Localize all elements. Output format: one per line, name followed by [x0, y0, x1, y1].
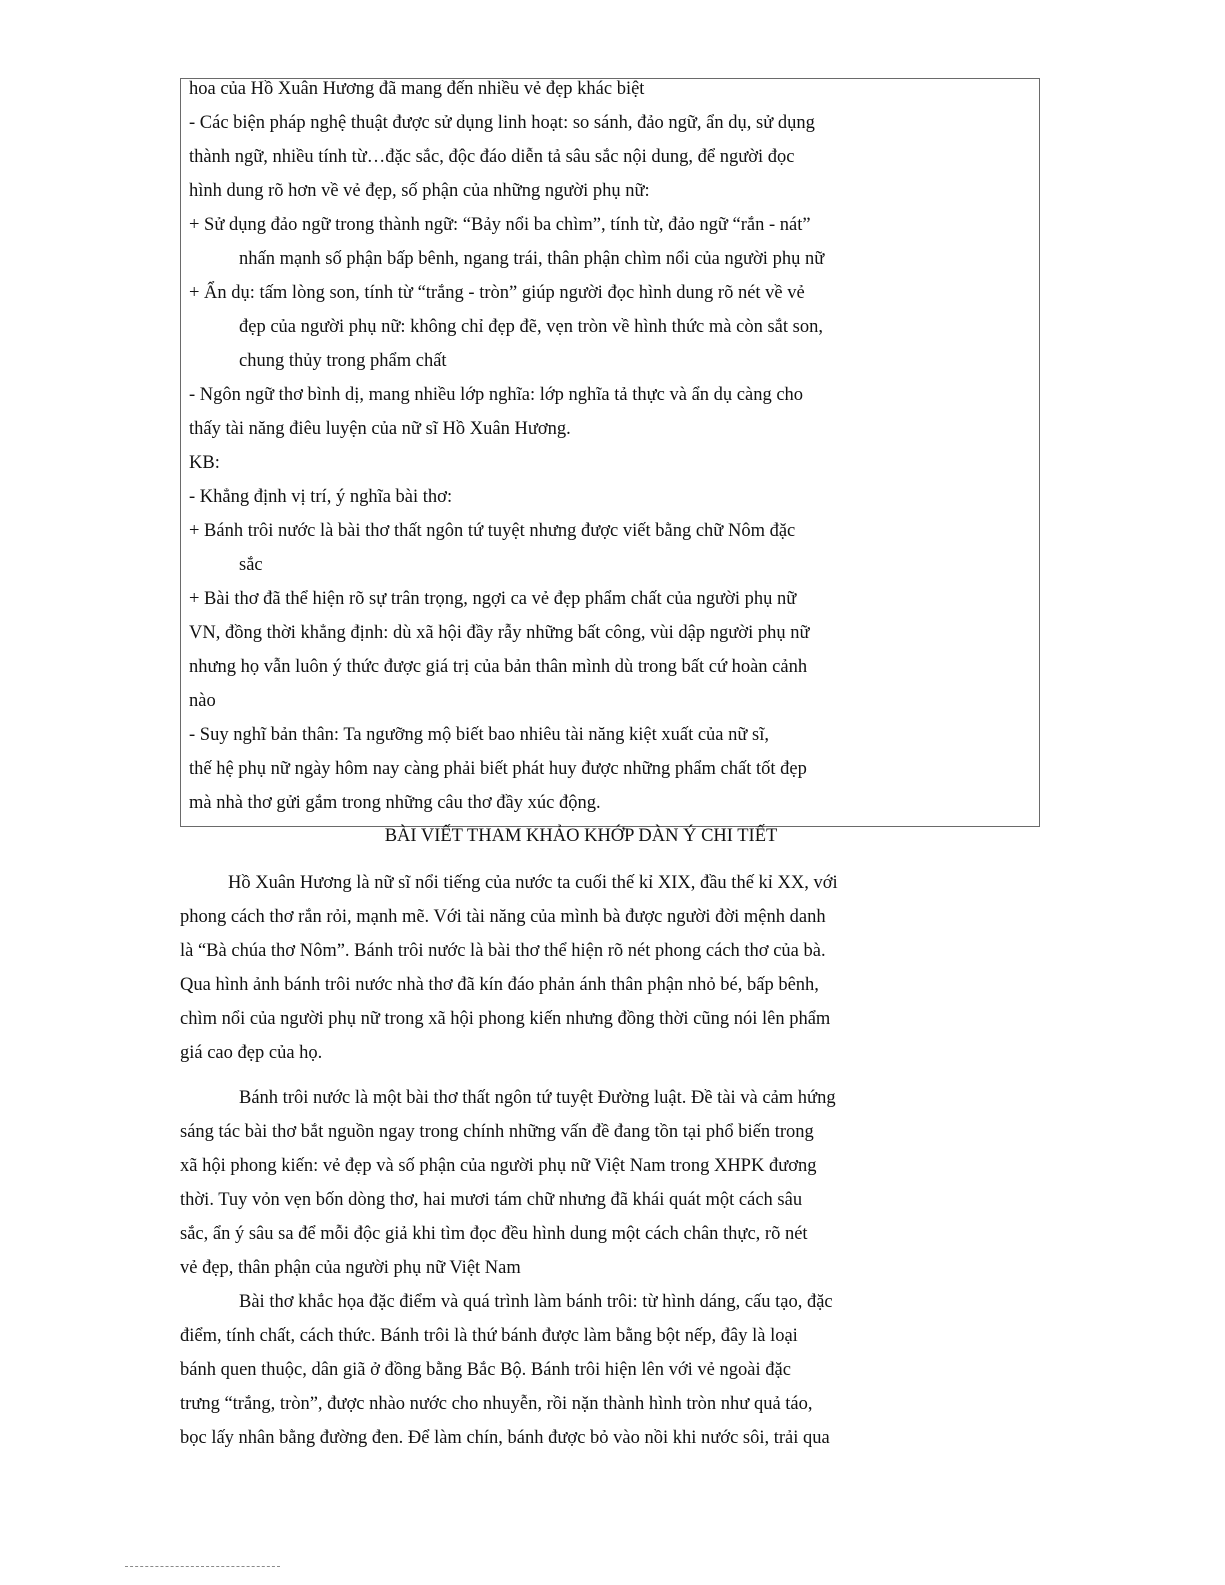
- outline-line: mà nhà thơ gửi gắm trong những câu thơ đầy xúc động.: [189, 793, 601, 813]
- essay-line: Qua hình ảnh bánh trôi nước nhà thơ đã kín đáo phản ánh thân phận nhỏ bé, bấp bênh,: [180, 975, 819, 995]
- outline-line: - Suy nghĩ bản thân: Ta ngưỡng mộ biết bao nhiêu tài năng kiệt xuất của nữ sĩ,: [189, 725, 770, 745]
- essay-line: phong cách thơ rắn rỏi, mạnh mẽ. Với tài năng của mình bà được người đời mệnh danh: [180, 907, 826, 927]
- essay-line: thời. Tuy vỏn vẹn bốn dòng thơ, hai mươi tám chữ nhưng đã khái quát một cách sâu: [180, 1190, 803, 1210]
- outline-line: hoa của Hồ Xuân Hương đã mang đến nhiều vẻ đẹp khác biệt: [189, 79, 645, 99]
- essay-line: vẻ đẹp, thân phận của người phụ nữ Việt Nam: [180, 1258, 521, 1278]
- essay-line: bánh quen thuộc, dân giã ở đồng bằng Bắc Bộ. Bánh trôi hiện lên với vẻ ngoài đặc: [180, 1360, 791, 1380]
- essay-line: sắc, ẩn ý sâu sa để mỗi độc giả khi tìm đọc đều hình dung một cách chân thực, rõ nét: [180, 1224, 808, 1244]
- essay-paragraph: [180, 1081, 900, 1285]
- essay-body: [180, 866, 900, 1455]
- outline-line: + Bánh trôi nước là bài thơ thất ngôn tứ tuyệt nhưng được viết bằng chữ Nôm đặc: [189, 521, 796, 541]
- outline-line: + Bài thơ đã thể hiện rõ sự trân trọng, ngợi ca vẻ đẹp phẩm chất của người phụ nữ: [189, 589, 797, 609]
- footnote-separator: [125, 1566, 280, 1567]
- essay-line: giá cao đẹp của họ.: [180, 1043, 323, 1063]
- essay-line: Bánh trôi nước là một bài thơ thất ngôn tứ tuyệt Đường luật. Đề tài và cảm hứng: [239, 1088, 836, 1108]
- essay-line: Bài thơ khắc họa đặc điểm và quá trình làm bánh trôi: từ hình dáng, cấu tạo, đặc: [239, 1292, 833, 1312]
- outline-line: - Khẳng định vị trí, ý nghĩa bài thơ:: [189, 487, 453, 507]
- essay-paragraph: [180, 866, 900, 1070]
- essay-line: xã hội phong kiến: vẻ đẹp và số phận của người phụ nữ Việt Nam trong XHPK đương: [180, 1156, 817, 1176]
- outline-line: + Sử dụng đảo ngữ trong thành ngữ: “Bảy nổi ba chìm”, tính từ, đảo ngữ “rắn - nát”: [189, 215, 811, 235]
- outline-line: nhưng họ vẫn luôn ý thức được giá trị của bản thân mình dù trong bất cứ hoàn cảnh: [189, 657, 808, 677]
- outline-text: [189, 72, 1029, 820]
- outline-line: + Ẩn dụ: tấm lòng son, tính từ “trắng - tròn” giúp người đọc hình dung rõ nét về vẻ: [189, 283, 805, 303]
- essay-line: chìm nổi của người phụ nữ trong xã hội phong kiến nhưng đồng thời cũng nói lên phẩm: [180, 1009, 831, 1029]
- outline-line: chung thủy trong phẩm chất: [239, 351, 447, 371]
- essay-line: sáng tác bài thơ bắt nguồn ngay trong chính những vấn đề đang tồn tại phổ biến trong: [180, 1122, 814, 1142]
- outline-line: - Ngôn ngữ thơ bình dị, mang nhiều lớp nghĩa: lớp nghĩa tả thực và ẩn dụ càng cho: [189, 385, 804, 405]
- outline-line: thế hệ phụ nữ ngày hôm nay càng phải biết phát huy được những phẩm chất tốt đẹp: [189, 759, 807, 779]
- paragraph-gap: [180, 1070, 900, 1081]
- essay-line: trưng “trắng, tròn”, được nhào nước cho nhuyễn, rồi nặn thành hình tròn như quả táo,: [180, 1394, 813, 1414]
- essay-line: bọc lấy nhân bằng đường đen. Để làm chín, bánh được bỏ vào nồi khi nước sôi, trải qua: [180, 1428, 830, 1448]
- outline-line: sắc: [239, 555, 263, 575]
- essay-line: điểm, tính chất, cách thức. Bánh trôi là thứ bánh được làm bằng bột nếp, đây là loại: [180, 1326, 798, 1346]
- essay-line: là “Bà chúa thơ Nôm”. Bánh trôi nước là bài thơ thể hiện rõ nét phong cách thơ của bà.: [180, 941, 826, 961]
- outline-line: VN, đồng thời khẳng định: dù xã hội đầy rẫy những bất công, vùi dập người phụ nữ: [189, 623, 810, 643]
- outline-line: KB:: [189, 453, 220, 473]
- outline-line: - Các biện pháp nghệ thuật được sử dụng linh hoạt: so sánh, đảo ngữ, ẩn dụ, sử dụng: [189, 113, 815, 133]
- essay-paragraph: [180, 1285, 900, 1455]
- outline-line: thấy tài năng điêu luyện của nữ sĩ Hồ Xuân Hương.: [189, 419, 571, 439]
- outline-line: đẹp của người phụ nữ: không chỉ đẹp đẽ, vẹn tròn về hình thức mà còn sắt son,: [239, 317, 823, 337]
- outline-line: hình dung rõ hơn về vẻ đẹp, số phận của những người phụ nữ:: [189, 181, 650, 201]
- essay-title: BÀI VIẾT THAM KHẢO KHỚP DÀN Ý CHI TIẾT: [384, 826, 778, 846]
- essay-line: Hồ Xuân Hương là nữ sĩ nổi tiếng của nước ta cuối thế kỉ XIX, đầu thế kỉ XX, với: [228, 873, 838, 893]
- outline-line: nào: [189, 691, 216, 711]
- outline-line: thành ngữ, nhiều tính từ…đặc sắc, độc đáo diễn tả sâu sắc nội dung, để người đọc: [189, 147, 795, 167]
- outline-line: nhấn mạnh số phận bấp bênh, ngang trái, thân phận chìm nổi của người phụ nữ: [239, 249, 825, 269]
